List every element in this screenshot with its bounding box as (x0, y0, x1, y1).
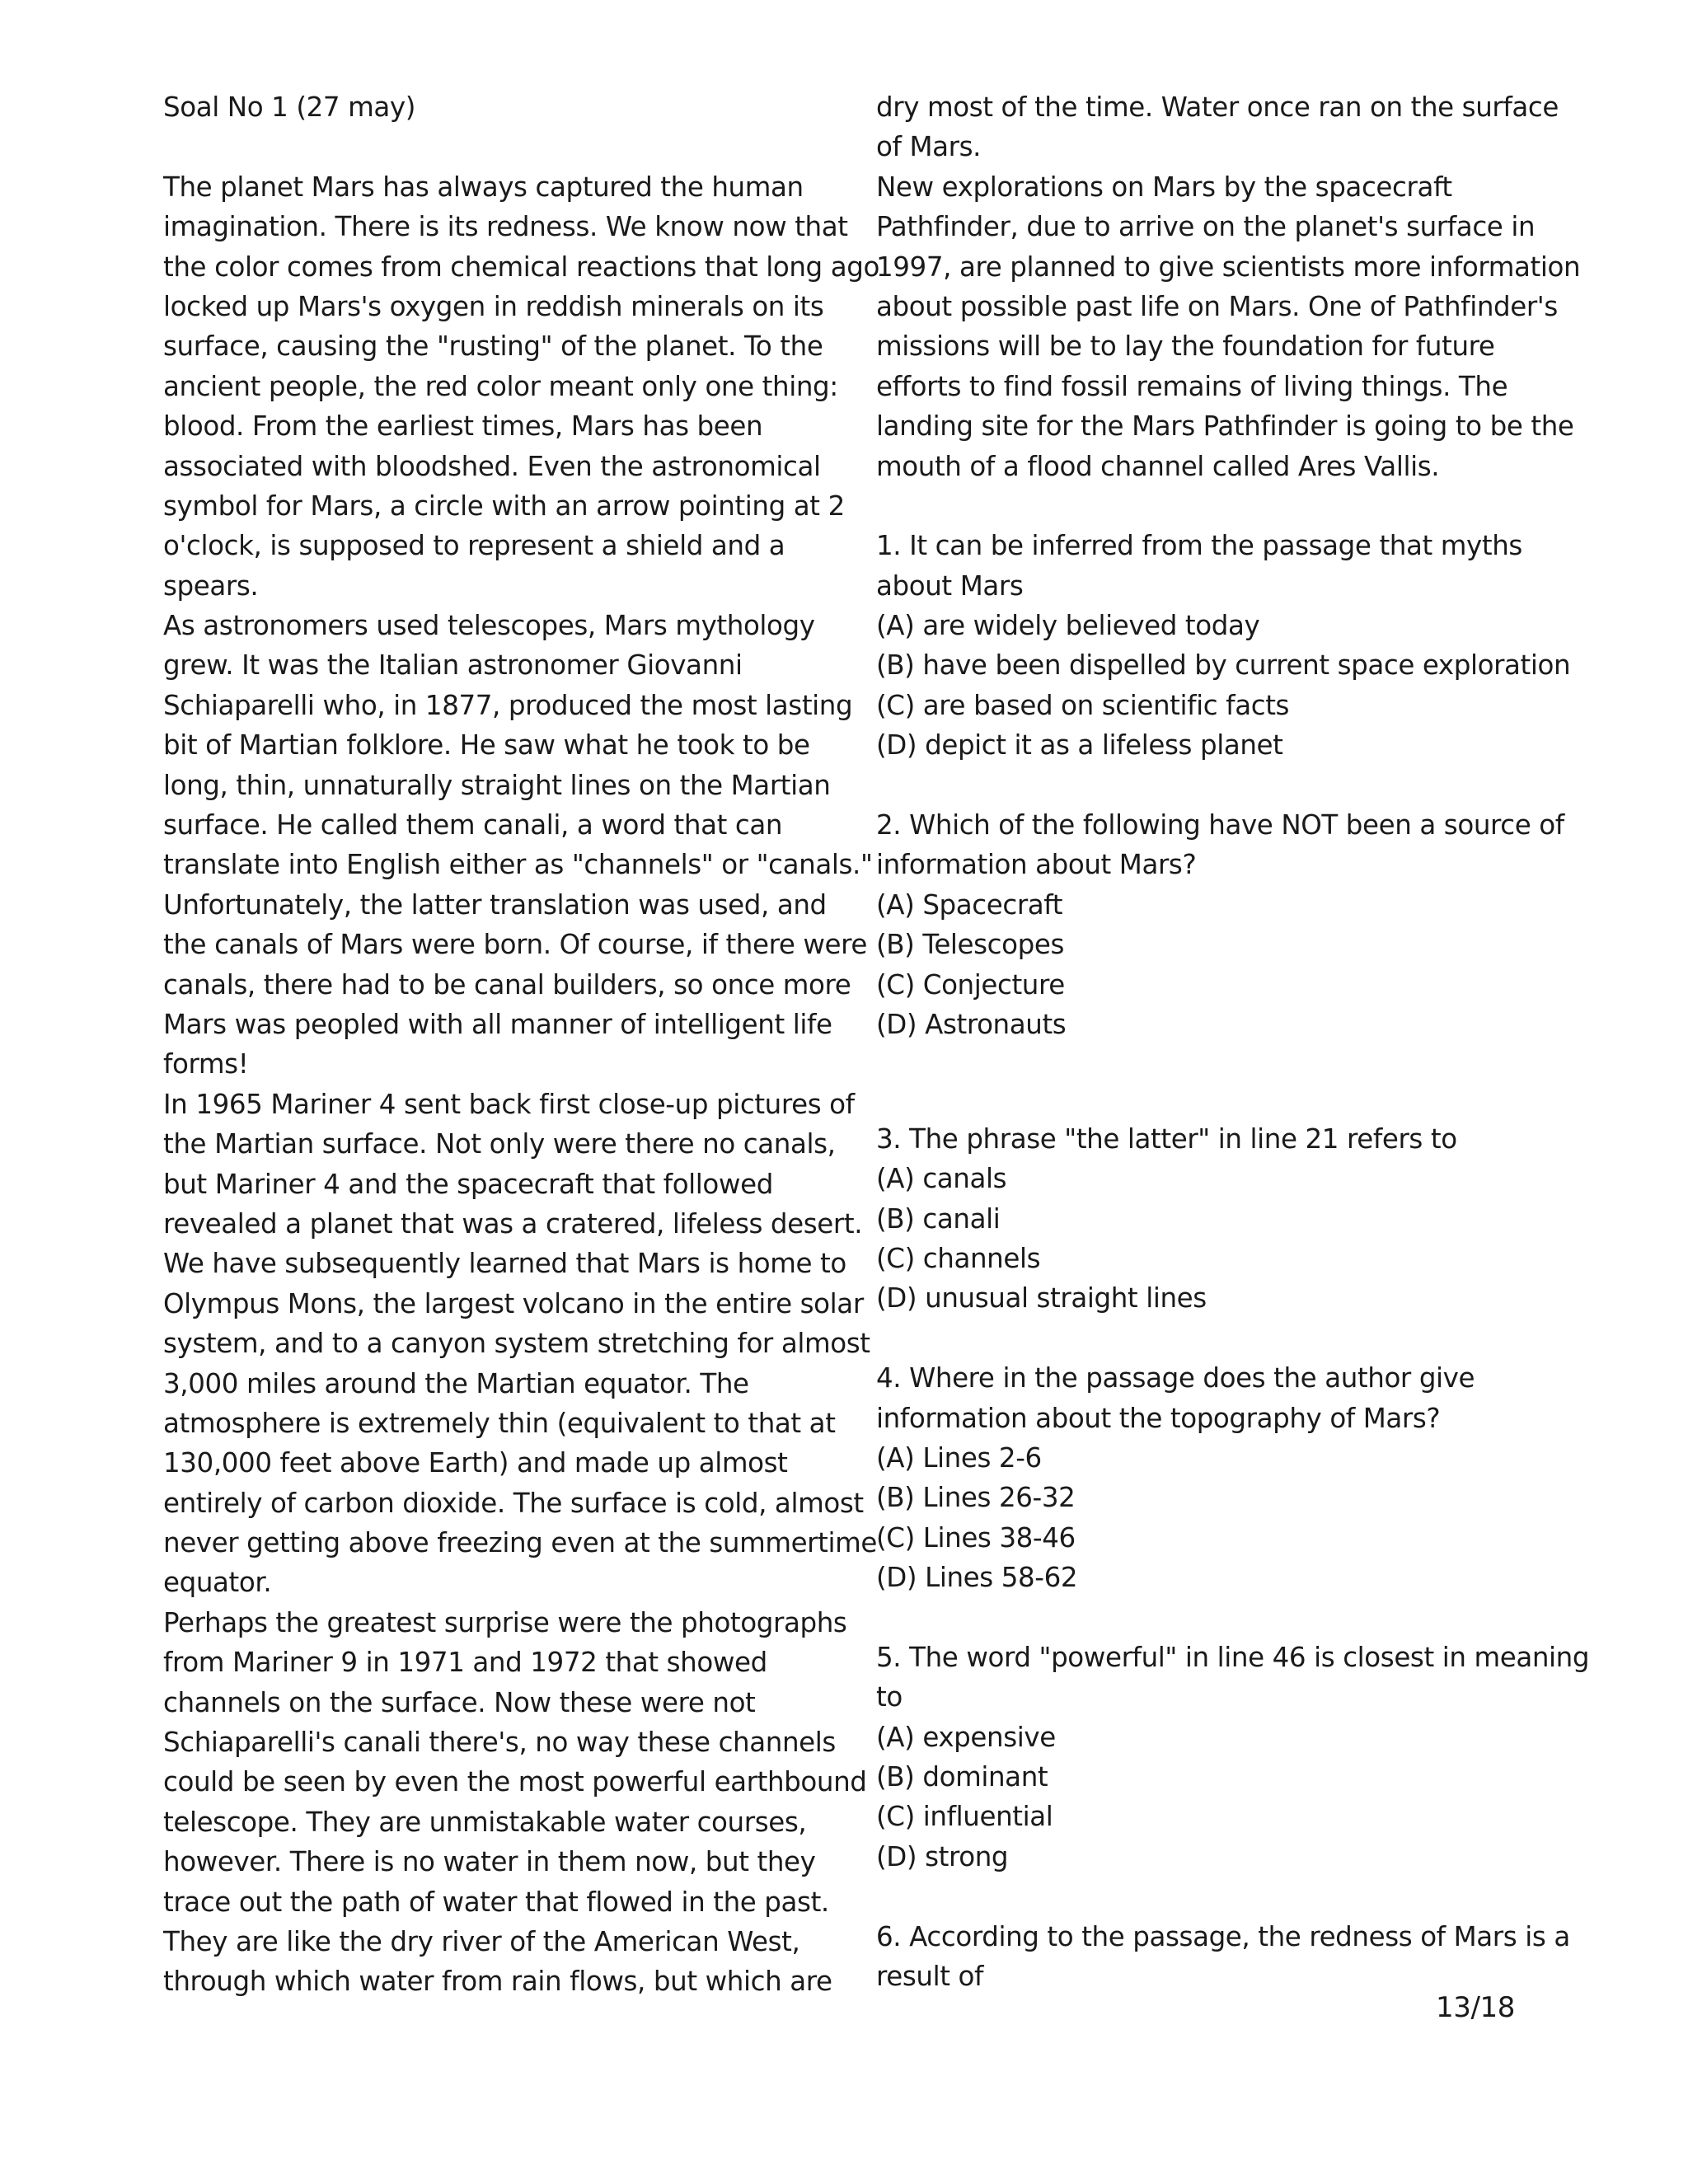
passage-line: ancient people, the red color meant only one thing: (163, 370, 838, 402)
passage-line: however. There is no water in them now, but they (163, 1846, 816, 1878)
passage-line: of Mars. (876, 131, 982, 163)
answer-option: (B) canali (876, 1202, 1001, 1235)
passage-line: the Martian surface. Not only were there no canals, (163, 1128, 836, 1160)
question-stem: information about the topography of Mars? (876, 1402, 1441, 1434)
passage-line: from Mariner 9 in 1971 and 1972 that showed (163, 1647, 767, 1679)
question-block (876, 1119, 1536, 1319)
passage-line: In 1965 Mariner 4 sent back first close-up pictures of (163, 1088, 855, 1120)
page-number: 13/18 (1436, 1991, 1515, 2024)
passage-line: revealed a planet that was a cratered, lifeless desert. (163, 1207, 863, 1240)
passage-line: about possible past life on Mars. One of Pathfinder's (876, 290, 1558, 322)
question-block (876, 1358, 1536, 1597)
passage-line: 1997, are planned to give scientists more information (876, 251, 1581, 283)
question-stem: 6. According to the passage, the redness of Mars is a (876, 1920, 1570, 1952)
passage-line: Olympus Mons, the largest volcano in the entire solar (163, 1287, 864, 1319)
question-stem: 1. It can be inferred from the passage that myths (876, 530, 1522, 562)
passage-line: o'clock, is supposed to represent a shield and a (163, 530, 785, 562)
passage-line: bit of Martian folklore. He saw what he took to be (163, 729, 810, 762)
question-stem: result of (876, 1960, 984, 1992)
passage-line: Perhaps the greatest surprise were the photographs (163, 1606, 847, 1638)
passage-line: Mars was peopled with all manner of intelligent life (163, 1008, 832, 1040)
passage-line: the canals of Mars were born. Of course, if there were (163, 929, 867, 961)
passage-line: atmosphere is extremely thin (equivalent to that at (163, 1407, 836, 1439)
passage-line: telescope. They are unmistakable water courses, (163, 1806, 807, 1838)
question-block (876, 1917, 1570, 1997)
spacer (876, 1085, 1536, 1119)
passage-line: system, and to a canyon system stretching for almost (163, 1328, 870, 1360)
question-block (876, 526, 1571, 765)
left-column (163, 87, 879, 2002)
passage-line: locked up Mars's oxygen in reddish minerals on its (163, 290, 824, 322)
passage-line: dry most of the time. Water once ran on the surface (876, 91, 1559, 123)
answer-option: (B) Telescopes (876, 929, 1064, 961)
answer-option: (D) unusual straight lines (876, 1282, 1207, 1315)
passage-line: The planet Mars has always captured the human (163, 171, 804, 203)
spacer (876, 1319, 1536, 1358)
passage-line: We have subsequently learned that Mars is home to (163, 1248, 846, 1280)
passage-line: long, thin, unnaturally straight lines on the Martian (163, 769, 831, 801)
passage-line: canals, there had to be canal builders, so once more (163, 968, 851, 1001)
questions-list (876, 526, 1590, 1996)
answer-option: (B) Lines 26-32 (876, 1482, 1076, 1514)
answer-option: (A) expensive (876, 1721, 1056, 1753)
answer-option: (D) Astronauts (876, 1008, 1067, 1040)
passage-line: through which water from rain flows, but which are (163, 1966, 832, 1998)
passage-line: equator. (163, 1567, 272, 1599)
passage-line: 3,000 miles around the Martian equator. The (163, 1367, 749, 1399)
passage-line: the color comes from chemical reactions that long ago (163, 251, 879, 283)
question-stem: about Mars (876, 569, 1024, 602)
spacer (876, 1877, 1536, 1916)
spacer (876, 486, 1536, 526)
passage-line: Schiaparelli's canali there's, no way these channels (163, 1727, 836, 1759)
answer-option: (A) are widely believed today (876, 610, 1260, 642)
answer-option: (A) Spacecraft (876, 888, 1063, 921)
passage-line: symbol for Mars, a circle with an arrow pointing at 2 (163, 490, 845, 522)
passage-line: missions will be to lay the foundation for future (876, 330, 1495, 363)
passage-right (876, 87, 1581, 486)
answer-option: (C) are based on scientific facts (876, 689, 1290, 721)
passage-line: Unfortunately, the latter translation was used, and (163, 888, 827, 921)
passage-line: mouth of a flood channel called Ares Vallis. (876, 450, 1440, 482)
passage-line: Schiaparelli who, in 1877, produced the most lasting (163, 689, 853, 721)
answer-option: (A) canals (876, 1163, 1007, 1195)
question-stem: 3. The phrase "the latter" in line 21 refers to (876, 1122, 1457, 1155)
passage-line: could be seen by even the most powerful earthbound (163, 1766, 867, 1798)
passage-line: never getting above freezing even at the summertime (163, 1527, 877, 1559)
spacer (876, 766, 1536, 805)
passage-line: grew. It was the Italian astronomer Giovanni (163, 649, 743, 682)
question-block (876, 805, 1564, 1044)
passage-line: imagination. There is its redness. We know now that (163, 211, 848, 243)
document-title: Soal No 1 (27 may) (163, 91, 415, 123)
passage-line: They are like the dry river of the American West, (163, 1925, 800, 1957)
answer-option: (D) Lines 58-62 (876, 1562, 1078, 1594)
passage-line: blood. From the earliest times, Mars has been (163, 410, 763, 443)
answer-option: (C) Conjecture (876, 968, 1065, 1001)
answer-option: (D) strong (876, 1840, 1009, 1872)
passage-line: trace out the path of water that flowed in the past. (163, 1886, 829, 1918)
passage-line: but Mariner 4 and the spacecraft that followed (163, 1168, 773, 1200)
answer-option: (C) channels (876, 1242, 1041, 1274)
spacer (876, 1044, 1536, 1084)
answer-option: (C) influential (876, 1801, 1053, 1833)
passage-line: associated with bloodshed. Even the astronomical (163, 450, 821, 482)
passage-line: landing site for the Mars Pathfinder is going to be the (876, 410, 1574, 443)
answer-option: (D) depict it as a lifeless planet (876, 729, 1283, 762)
right-column (876, 87, 1590, 1996)
passage-line: New explorations on Mars by the spacecraft (876, 171, 1452, 203)
answer-option: (B) have been dispelled by current space exploration (876, 649, 1571, 682)
question-stem: to (876, 1681, 903, 1713)
spacer (876, 1597, 1536, 1637)
passage-line: forms! (163, 1048, 249, 1080)
passage-line: channels on the surface. Now these were not (163, 1686, 756, 1718)
question-block (876, 1638, 1590, 1877)
passage-line: surface, causing the "rusting" of the planet. To the (163, 330, 823, 363)
passage-line: entirely of carbon dioxide. The surface is cold, almost (163, 1487, 864, 1519)
spacer (163, 127, 814, 166)
passage-line: spears. (163, 569, 259, 602)
answer-option: (B) dominant (876, 1761, 1048, 1793)
question-stem: 2. Which of the following have NOT been a source of (876, 809, 1564, 841)
answer-option: (C) Lines 38-46 (876, 1521, 1076, 1554)
passage-left (163, 167, 879, 2002)
passage-line: Pathfinder, due to arrive on the planet's surface in (876, 211, 1536, 243)
question-stem: 4. Where in the passage does the author give (876, 1362, 1475, 1394)
passage-line: translate into English either as "channels" or "canals." (163, 849, 873, 881)
question-stem: information about Mars? (876, 849, 1197, 881)
passage-line: 130,000 feet above Earth) and made up almost (163, 1447, 788, 1479)
passage-line: As astronomers used telescopes, Mars mythology (163, 610, 815, 642)
question-stem: 5. The word "powerful" in line 46 is closest in meaning (876, 1641, 1590, 1673)
answer-option: (A) Lines 2-6 (876, 1441, 1042, 1474)
passage-line: surface. He called them canali, a word that can (163, 809, 783, 841)
passage-line: efforts to find fossil remains of living things. The (876, 370, 1508, 402)
